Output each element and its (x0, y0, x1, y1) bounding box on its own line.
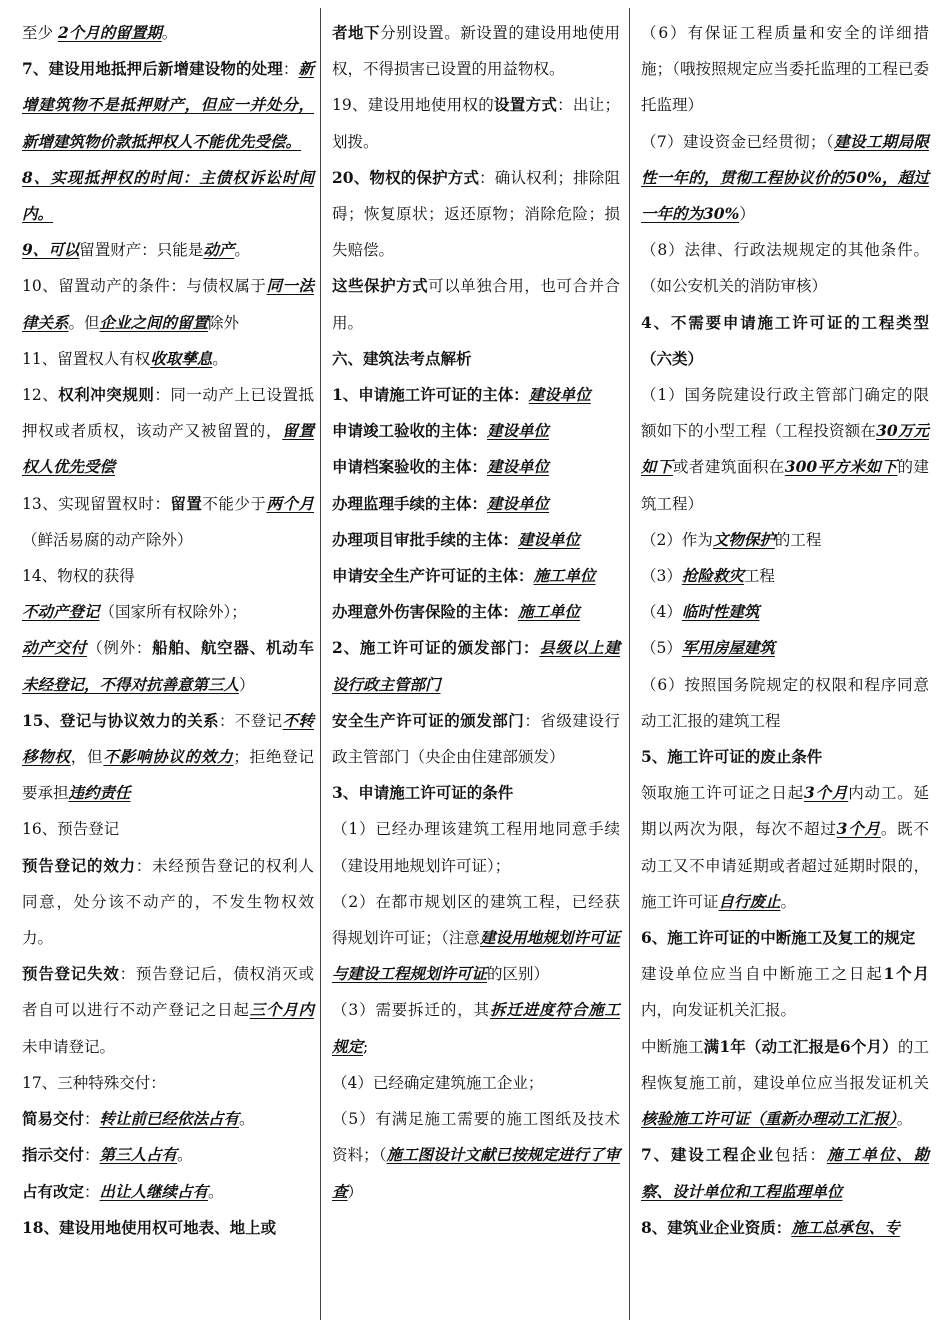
body-text: （1）已经办理该建筑工程用地同意手续（建设用地规划许可证）； (332, 820, 620, 875)
emphasis-text: 拆迁进度符合施工规定 (332, 1000, 620, 1056)
body-text: 的区别） (487, 965, 550, 984)
bold-text: 6、施工许可证的中断施工及复工的规定 (641, 928, 916, 948)
body-text: ：出让；划拨。 (332, 96, 620, 151)
body-text: 。 (780, 892, 797, 911)
bold-text: 申请安全生产许可证的主体： (332, 566, 534, 586)
emphasis-text: 同一法律关系 (22, 276, 314, 332)
emphasis-text: 施工单位、勘察、设计单位和工程监理单位 (641, 1145, 929, 1201)
emphasis-text: 出让人继续占有 (99, 1181, 209, 1201)
body-text: 12、 (22, 386, 59, 405)
body-text: 。但 (68, 313, 100, 332)
emphasis-text: 自行废止 (718, 891, 781, 911)
emphasis-text: 施工单位 (518, 602, 581, 622)
paragraph (22, 1101, 314, 1137)
paragraph (641, 956, 929, 1028)
paragraph (332, 160, 620, 269)
paragraph (22, 811, 314, 847)
bold-text: 满1年（动工汇报是6个月） (703, 1036, 898, 1056)
paragraph (332, 594, 620, 630)
emphasis-text: 违约责任 (68, 783, 131, 803)
emphasis-text: 3个月 (836, 819, 881, 839)
bold-text: 7、建设工程企业 (641, 1145, 775, 1165)
emphasis-text: 建设单位 (487, 457, 550, 477)
body-text: ：不登记 (218, 711, 283, 730)
bold-text: 3、申请施工许可证的条件 (332, 783, 514, 803)
body-text: （8）法律、行政法规规定的其他条件。（如公安机关的消防审核） (641, 241, 929, 296)
body-text: ：预告登记后，债权消灭或者自可以进行不动产登记之日起 (22, 965, 314, 1020)
column-divider-2 (629, 8, 630, 1320)
body-text: 。 (234, 241, 250, 260)
emphasis-text: 动产交付 (22, 638, 88, 658)
paragraph (332, 811, 620, 883)
body-text: 不能少于 (202, 494, 267, 513)
body-text: （2）作为 (641, 530, 713, 549)
paragraph (22, 1210, 314, 1246)
body-text: 。 (896, 1110, 913, 1129)
body-text: 16、预告登记 (22, 820, 120, 839)
emphasis-text: 建设工期局限性一年的，贯彻工程协议价的50%，超过一年的为30% (641, 131, 929, 224)
bold-text: 预告登记的效力 (22, 855, 136, 875)
body-text: 17、三种特殊交付： (22, 1073, 166, 1092)
paragraph (332, 15, 620, 87)
body-text: 分别设置。新设置的建设用地使用权，不得损害已设置的用益物权。 (332, 24, 620, 79)
bold-text: 7、建设用地抵押后新增建设物的处理 (22, 59, 283, 79)
body-text: 留置财产：只能是 (79, 241, 204, 260)
body-text: ：同一动产上已设置抵押权或者质权，该动产又被留置的， (22, 386, 314, 441)
body-text: 。 (208, 1182, 224, 1201)
bold-text: 安全生产许可证的颁发部门 (332, 710, 525, 730)
paragraph (22, 341, 314, 377)
bold-text: 申请档案验收的主体： (332, 457, 488, 477)
emphasis-text: 不影响协议的效力 (103, 747, 234, 767)
body-text: 可以单独合用，也可合并合用。 (332, 277, 620, 332)
paragraph (641, 1210, 929, 1246)
body-text: 14、物权的获得 (22, 567, 135, 586)
paragraph (641, 232, 929, 304)
bold-text: 设置方式 (494, 95, 558, 115)
paragraph (641, 1137, 929, 1209)
body-text: ；拒绝登记要承担 (22, 748, 314, 803)
text-column-2 (332, 15, 620, 1210)
bold-text: 8、建筑业企业资质： (641, 1217, 792, 1237)
paragraph (332, 1065, 620, 1101)
body-text: 。 (161, 24, 178, 42)
paragraph (332, 703, 620, 775)
body-text: 11、留置权人有权 (22, 349, 151, 368)
paragraph (641, 1029, 929, 1138)
emphasis-text: 三个月内 (249, 1000, 314, 1020)
text-column-3 (641, 15, 929, 1246)
body-text: （2）在都市规划区的建筑工程，已经获得规划许可证；（注意 (332, 892, 620, 948)
paragraph (332, 486, 620, 522)
emphasis-text: 两个月 (266, 493, 314, 513)
body-text: （鲜活易腐的动产除外） (22, 530, 193, 549)
paragraph (332, 522, 620, 558)
body-text: 中断施工 (641, 1037, 704, 1056)
emphasis-text: 转让前已经依法占有 (99, 1109, 240, 1129)
body-text: 领取施工许可证之日起 (641, 784, 805, 803)
body-text: ; (363, 1037, 369, 1056)
paragraph (641, 15, 929, 124)
body-text: ： (84, 1146, 100, 1165)
emphasis-text: 动产 (203, 240, 235, 260)
body-text: 的工程恢复施工前，建设单位应当报发证机关 (641, 1037, 929, 1092)
body-text: （5）有满足施工需要的施工图纸及技术资料；（ (332, 1110, 620, 1165)
paragraph (641, 124, 929, 233)
paragraph (332, 630, 620, 702)
paragraph (641, 739, 929, 775)
body-text: ） (739, 205, 755, 224)
bold-text: 地表、地上或 (183, 1217, 277, 1237)
bold-text: 1个月 (883, 964, 929, 984)
emphasis-text: 不转移物权 (22, 710, 314, 767)
body-text: ：省级建设行政主管部门（央企由住建部颁发） (332, 711, 620, 767)
paragraph (332, 413, 620, 449)
body-text: （国家所有权除外）； (99, 603, 247, 622)
paragraph (22, 848, 314, 957)
paragraph (641, 305, 929, 377)
body-text: 未申请登记。 (22, 1037, 116, 1056)
emphasis-text: 建设单位 (518, 529, 581, 549)
paragraph (332, 377, 620, 413)
bold-text: 1、申请施工许可证的主体： (332, 385, 529, 405)
paragraph (332, 268, 620, 340)
emphasis-text: 留置权人优先受偿 (22, 421, 314, 477)
emphasis-text: 县级以上建设行政主管部门 (332, 638, 620, 694)
emphasis-text: 9、可以 (22, 240, 80, 260)
paragraph (22, 268, 314, 340)
emphasis-text: 3个月 (804, 783, 849, 803)
body-text: （4） (641, 603, 682, 622)
emphasis-text: 施工图设计文献已按规定进行了审查 (332, 1145, 620, 1201)
column-divider-1 (320, 8, 321, 1320)
paragraph (22, 232, 314, 268)
bold-text: 船舶、航空器、机动车 (152, 638, 314, 658)
body-text: 10、留置动产的条件：与债权属于 (22, 277, 267, 296)
body-text: 内动工。延期以两次为限，每次不超过 (641, 784, 929, 839)
body-text: 。 (212, 349, 228, 368)
emphasis-text: 军用房屋建筑 (681, 638, 775, 658)
emphasis-text: 建设单位 (528, 385, 591, 405)
body-text: （1）国务院建设行政主管部门确定的限额如下的小型工程（工程投资额在 (641, 386, 929, 441)
body-text: 或者建筑面积在 (672, 458, 785, 477)
body-text: ：未经预告登记的权利人同意，处分该不动产的，不发生物权效力。 (22, 856, 314, 948)
body-text: ： (84, 1182, 100, 1201)
body-text: 13、实现留置权时： (22, 494, 171, 513)
body-text: 。 (177, 1146, 193, 1165)
paragraph (641, 558, 929, 594)
emphasis-text: 核验施工许可证（重新办理动工汇报） (641, 1109, 897, 1129)
body-text: 至少 (22, 24, 58, 42)
paragraph (22, 956, 314, 1065)
body-text: （例外： (87, 639, 153, 658)
paragraph (22, 630, 314, 702)
paragraph (641, 775, 929, 920)
emphasis-text: 收取孳息 (150, 348, 213, 368)
bold-text: 18、建设用地使用权可 (22, 1217, 184, 1237)
body-text: 19、建设用地使用权的 (332, 96, 495, 115)
body-text: 。 (239, 1110, 255, 1129)
body-text: 的工程 (774, 530, 822, 549)
body-text: 工程 (743, 567, 775, 586)
paragraph (22, 1065, 314, 1101)
paragraph (22, 1174, 314, 1210)
bold-text: 预告登记失效 (22, 964, 120, 984)
emphasis-text: 未经登记，不得对抗善意第三人 (22, 674, 240, 694)
body-text: ：确认权利；排除阻碍；恢复原状；返还原物；消除危险；损失赔偿。 (332, 168, 620, 260)
emphasis-text: 第三人占有 (99, 1145, 178, 1165)
body-text: 的建筑工程） (641, 458, 929, 513)
emphasis-text: 新增建筑物不是抵押财产，但应一并处分，新增建筑物价款抵押权人不能优先受偿。 (22, 59, 314, 151)
paragraph (22, 594, 314, 630)
body-text: ，但 (70, 748, 104, 767)
emphasis-text: 文物保护 (712, 529, 775, 549)
body-text: 除外 (208, 313, 240, 332)
body-text: ） (239, 675, 255, 694)
bold-text: 申请竣工验收的主体： (332, 421, 488, 441)
bold-text: 简易交付 (22, 1109, 85, 1129)
bold-text: 留置 (170, 493, 203, 513)
body-text: ： (282, 60, 299, 79)
paragraph (641, 630, 929, 666)
emphasis-text: 施工总承包、专 (791, 1217, 900, 1237)
body-text: 内，向发证机关汇报。 (641, 1001, 797, 1020)
paragraph (641, 594, 929, 630)
emphasis-text: 建设单位 (487, 493, 550, 513)
paragraph (641, 377, 929, 522)
body-text: （4）已经确定建筑施工企业； (332, 1073, 544, 1092)
bold-text: 办理项目审批手续的主体： (332, 529, 519, 549)
text-column-1 (22, 15, 314, 1246)
bold-text: 六、建筑法考点解析 (332, 348, 472, 368)
paragraph (332, 558, 620, 594)
paragraph (22, 160, 314, 232)
paragraph (22, 1137, 314, 1173)
body-text: 建设单位应当自中断施工之日起 (641, 965, 884, 984)
bold-text: 4、不需要申请施工许可证的工程类型（六类） (641, 312, 929, 368)
paragraph (332, 341, 620, 377)
emphasis-text: 施工单位 (533, 566, 596, 586)
body-text: （3） (641, 567, 682, 586)
emphasis-text: 30万元如下 (641, 421, 929, 477)
paragraph (22, 51, 314, 160)
body-text: （5） (641, 639, 682, 658)
emphasis-text: 建设单位 (487, 421, 550, 441)
paragraph (22, 15, 314, 51)
paragraph (332, 1101, 620, 1210)
body-text: 。既不动工又不申请延期或者超过延期时限的，施工许可证 (641, 820, 929, 911)
bold-text: 指示交付 (22, 1145, 85, 1165)
paragraph (641, 920, 929, 956)
paragraph (641, 667, 929, 739)
paragraph (332, 449, 620, 485)
bold-text: 者地下 (332, 23, 381, 42)
paragraph (22, 377, 314, 486)
body-text: ： (84, 1110, 100, 1129)
bold-text: 办理监理手续的主体： (332, 493, 488, 513)
emphasis-text: 不动产登记 (22, 602, 100, 622)
bold-text: 权利冲突规则 (58, 385, 155, 405)
paragraph (22, 703, 314, 812)
emphasis-text: 抢险救灾 (681, 566, 744, 586)
body-text: （6）有保证工程质量和安全的详细措施；（哦按照规定应当委托监理的工程已委托监理） (641, 24, 929, 115)
paragraph (332, 87, 620, 159)
bold-text: 这些保护方式 (332, 276, 429, 296)
bold-text: 20、物权的保护方式 (332, 167, 480, 187)
bold-text: 占有改定 (22, 1181, 85, 1201)
emphasis-text: 300平方米如下 (784, 457, 898, 477)
emphasis-text: 8、实现抵押权的时间：主债权诉讼时间内。 (22, 167, 314, 224)
emphasis-text: 建设用地规划许可证与建设工程规划许可证 (332, 928, 620, 984)
body-text: （6）按照国务院规定的权限和程序同意动工汇报的建筑工程 (641, 675, 929, 730)
paragraph (22, 558, 314, 594)
emphasis-text: 企业之间的留置 (99, 312, 209, 332)
bold-text: 2、施工许可证的颁发部门： (332, 638, 540, 658)
paragraph (332, 775, 620, 811)
emphasis-text: 2个月的留置期 (57, 23, 162, 42)
body-text: ） (347, 1182, 364, 1201)
paragraph (332, 992, 620, 1064)
body-text: （7）建设资金已经贯彻；（ (641, 132, 835, 151)
bold-text: 5、施工许可证的废止条件 (641, 747, 823, 767)
bold-text: 办理意外伤害保险的主体： (332, 602, 519, 622)
emphasis-text: 临时性建筑 (681, 602, 760, 622)
paragraph (332, 884, 620, 993)
paragraph (641, 522, 929, 558)
body-text: （3）需要拆迁的，其 (332, 1001, 490, 1020)
bold-text: 15、登记与协议效力的关系 (22, 710, 219, 730)
body-text: 包括： (774, 1146, 827, 1165)
paragraph (22, 486, 314, 558)
